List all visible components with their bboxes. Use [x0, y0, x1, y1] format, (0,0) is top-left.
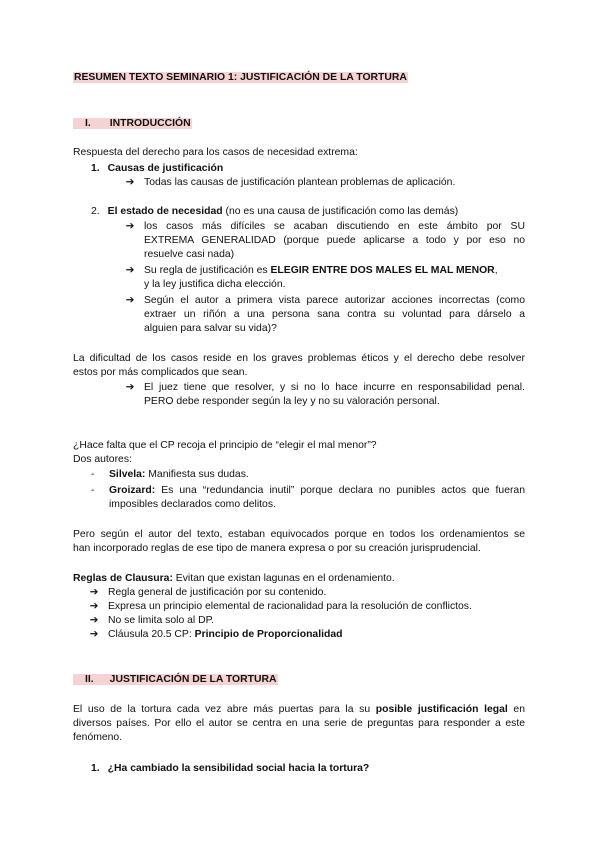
page-title: RESUMEN TEXTO SEMINARIO 1: JUSTIFICACIÓN DE LA TORTURA [74, 72, 407, 83]
question-text: ¿Hace falta que el CP recoja el principio de “elegir el mal menor”? [73, 440, 377, 451]
arrow-bullet-icon: ➔ [125, 177, 135, 188]
intro-text: Respuesta del derecho para los casos de necesidad extrema: [73, 147, 358, 158]
bullet-text: Cláusula 20.5 CP: Principio de Proporcionalidad [108, 629, 343, 640]
author-silvela: Silvela: Manifiesta sus dudas. [109, 469, 249, 480]
bullet-text: Expresa un principio elemental de racionalidad para la resolución de conflictos. [108, 601, 472, 612]
list-item-question-1: 1. ¿Ha cambiado la sensibilidad social hacia la tortura? [91, 763, 370, 774]
bullet-text: Todas las causas de justificación plantean problemas de aplicación. [144, 177, 456, 188]
arrow-bullet-icon: ➔ [125, 382, 135, 393]
bullet-text: y la ley justifica dicha elección. [144, 279, 286, 290]
author-groizard-cont: imposibles declarados como delitos. [109, 499, 276, 510]
arrow-bullet-icon: ➔ [125, 265, 135, 276]
paragraph-line: han incorporado reglas de ese tipo de manera expresa o por su creación jurisprudencial. [73, 543, 481, 554]
bullet-text: Su regla de justificación es ELEGIR ENTRE DOS MALES EL MAL MENOR, [144, 265, 498, 276]
bullet-text: resuelve casi nada) [144, 249, 235, 260]
dos-autores-label: Dos autores: [73, 454, 132, 465]
paragraph-line: La dificultad de los casos reside en los graves problemas éticos y el derecho debe resolver [73, 353, 525, 364]
dash-bullet: - [91, 469, 95, 480]
arrow-bullet-icon: ➔ [89, 587, 99, 598]
paragraph-line: diversos países. Por ello el autor se centra en una serie de preguntas para responder a este [73, 718, 525, 729]
bullet-text: PERO debe responder según la ley y no su valoración personal. [144, 396, 440, 407]
bullet-text: Según el autor a primera vista parece autorizar acciones incorrectas (como [144, 295, 525, 306]
author-groizard: Groizard: Es una “redundancia inutil” porque declara no punibles actos que fueran [109, 485, 525, 496]
bullet-text: extraer un riñón a una persona sana contra su voluntad para dárselo a [144, 309, 525, 320]
bullet-text: El juez tiene que resolver, y si no lo hace incurre en responsabilidad penal. [144, 382, 525, 393]
list-item-causas: 1. Causas de justificación [91, 163, 224, 174]
section-heading-justificacion: II. JUSTIFICACIÓN DE LA TORTURA [73, 673, 278, 686]
arrow-bullet-icon: ➔ [125, 295, 135, 306]
arrow-bullet-icon: ➔ [89, 601, 99, 612]
dash-bullet: - [91, 485, 95, 496]
arrow-bullet-icon: ➔ [125, 221, 135, 232]
arrow-bullet-icon: ➔ [89, 629, 99, 640]
bullet-text: los casos más difíciles se acaban discutiendo en este ámbito por SU [144, 221, 525, 232]
list-item-estado-necesidad: 2. El estado de necesidad (no es una causa de justificación como las demás) [91, 206, 459, 217]
bullet-text: EXTREMA GENERALIDAD (porque puede aplicarse a todo y por eso no [144, 235, 525, 246]
bullet-text: Regla general de justificación por su contenido. [108, 587, 327, 598]
reglas-clausura: Reglas de Clausura: Evitan que existan lagunas en el ordenamiento. [73, 573, 395, 584]
bullet-text: No se limita solo al DP. [108, 615, 215, 626]
paragraph-line: El uso de la tortura cada vez abre más puertas para la su posible justificación legal en [73, 704, 525, 715]
paragraph-line: fenómeno. [73, 732, 123, 743]
section-heading-introduccion: I. INTRODUCCIÓN [73, 117, 192, 130]
paragraph-line: estos por más complicados que sean. [73, 367, 248, 378]
arrow-bullet-icon: ➔ [89, 615, 99, 626]
paragraph-line: Pero según el autor del texto, estaban equivocados porque en todos los ordenamientos se [73, 529, 525, 540]
bullet-text: alguien para salvar su vida)? [144, 323, 277, 334]
